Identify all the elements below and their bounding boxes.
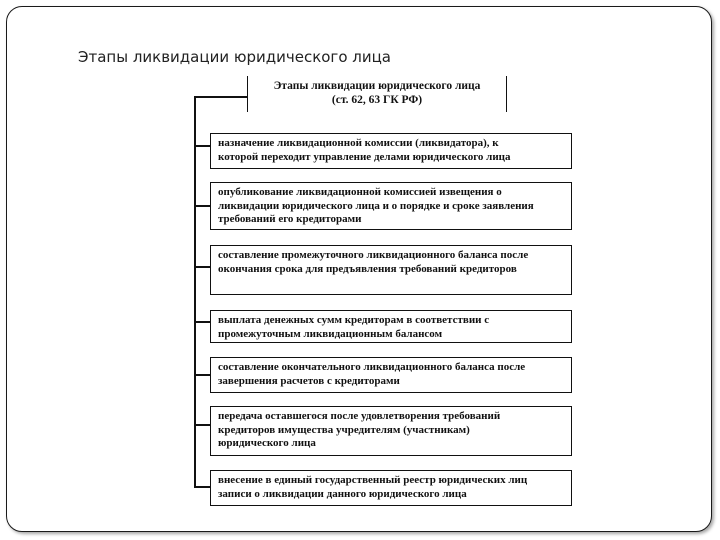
diagram-header [247,76,507,112]
step-connector-6 [194,424,211,426]
step-box-interim-balance: составление промежуточного ликвидационного баланса после окончания срока для предъявления требований кредиторов [210,245,572,295]
step-connector-4 [194,321,211,323]
diagram-header-reference: (ст. 62, 63 ГК РФ) [331,94,423,106]
step-box-transfer-property: передача оставшегося после удовлетворения требований кредиторов имущества учредителям (участникам) юридического лица [210,406,572,456]
diagram-header-title: Этапы ликвидации юридического лица [273,80,481,92]
step-box-creditor-payments: выплата денежных сумм кредиторам в соответствии с промежуточным ликвидационным балансом [210,310,572,343]
step-connector-7 [194,486,211,488]
step-box-registry-entry: внесение в единый государственный реестр юридических лиц записи о ликвидации данного юридического лица [210,470,572,506]
slide-title: Этапы ликвидации юридического лица [78,48,392,66]
step-connector-3 [194,266,211,268]
step-connector-5 [194,374,211,376]
step-box-publish-notice: опубликование ликвидационной комиссией извещения о ликвидации юридического лица и о порядке и сроке заявления требований его кредиторами [210,182,572,230]
header-connector-line [194,96,248,98]
step-connector-2 [194,205,211,207]
step-box-final-balance: составление окончательного ликвидационного баланса после завершения расчетов с кредиторами [210,357,572,393]
step-connector-1 [194,145,211,147]
vertical-spine-line [194,96,196,487]
step-box-appoint-commission: назначение ликвидационной комиссии (ликвидатора), к которой переходит управление делами юридического лица [210,133,572,169]
